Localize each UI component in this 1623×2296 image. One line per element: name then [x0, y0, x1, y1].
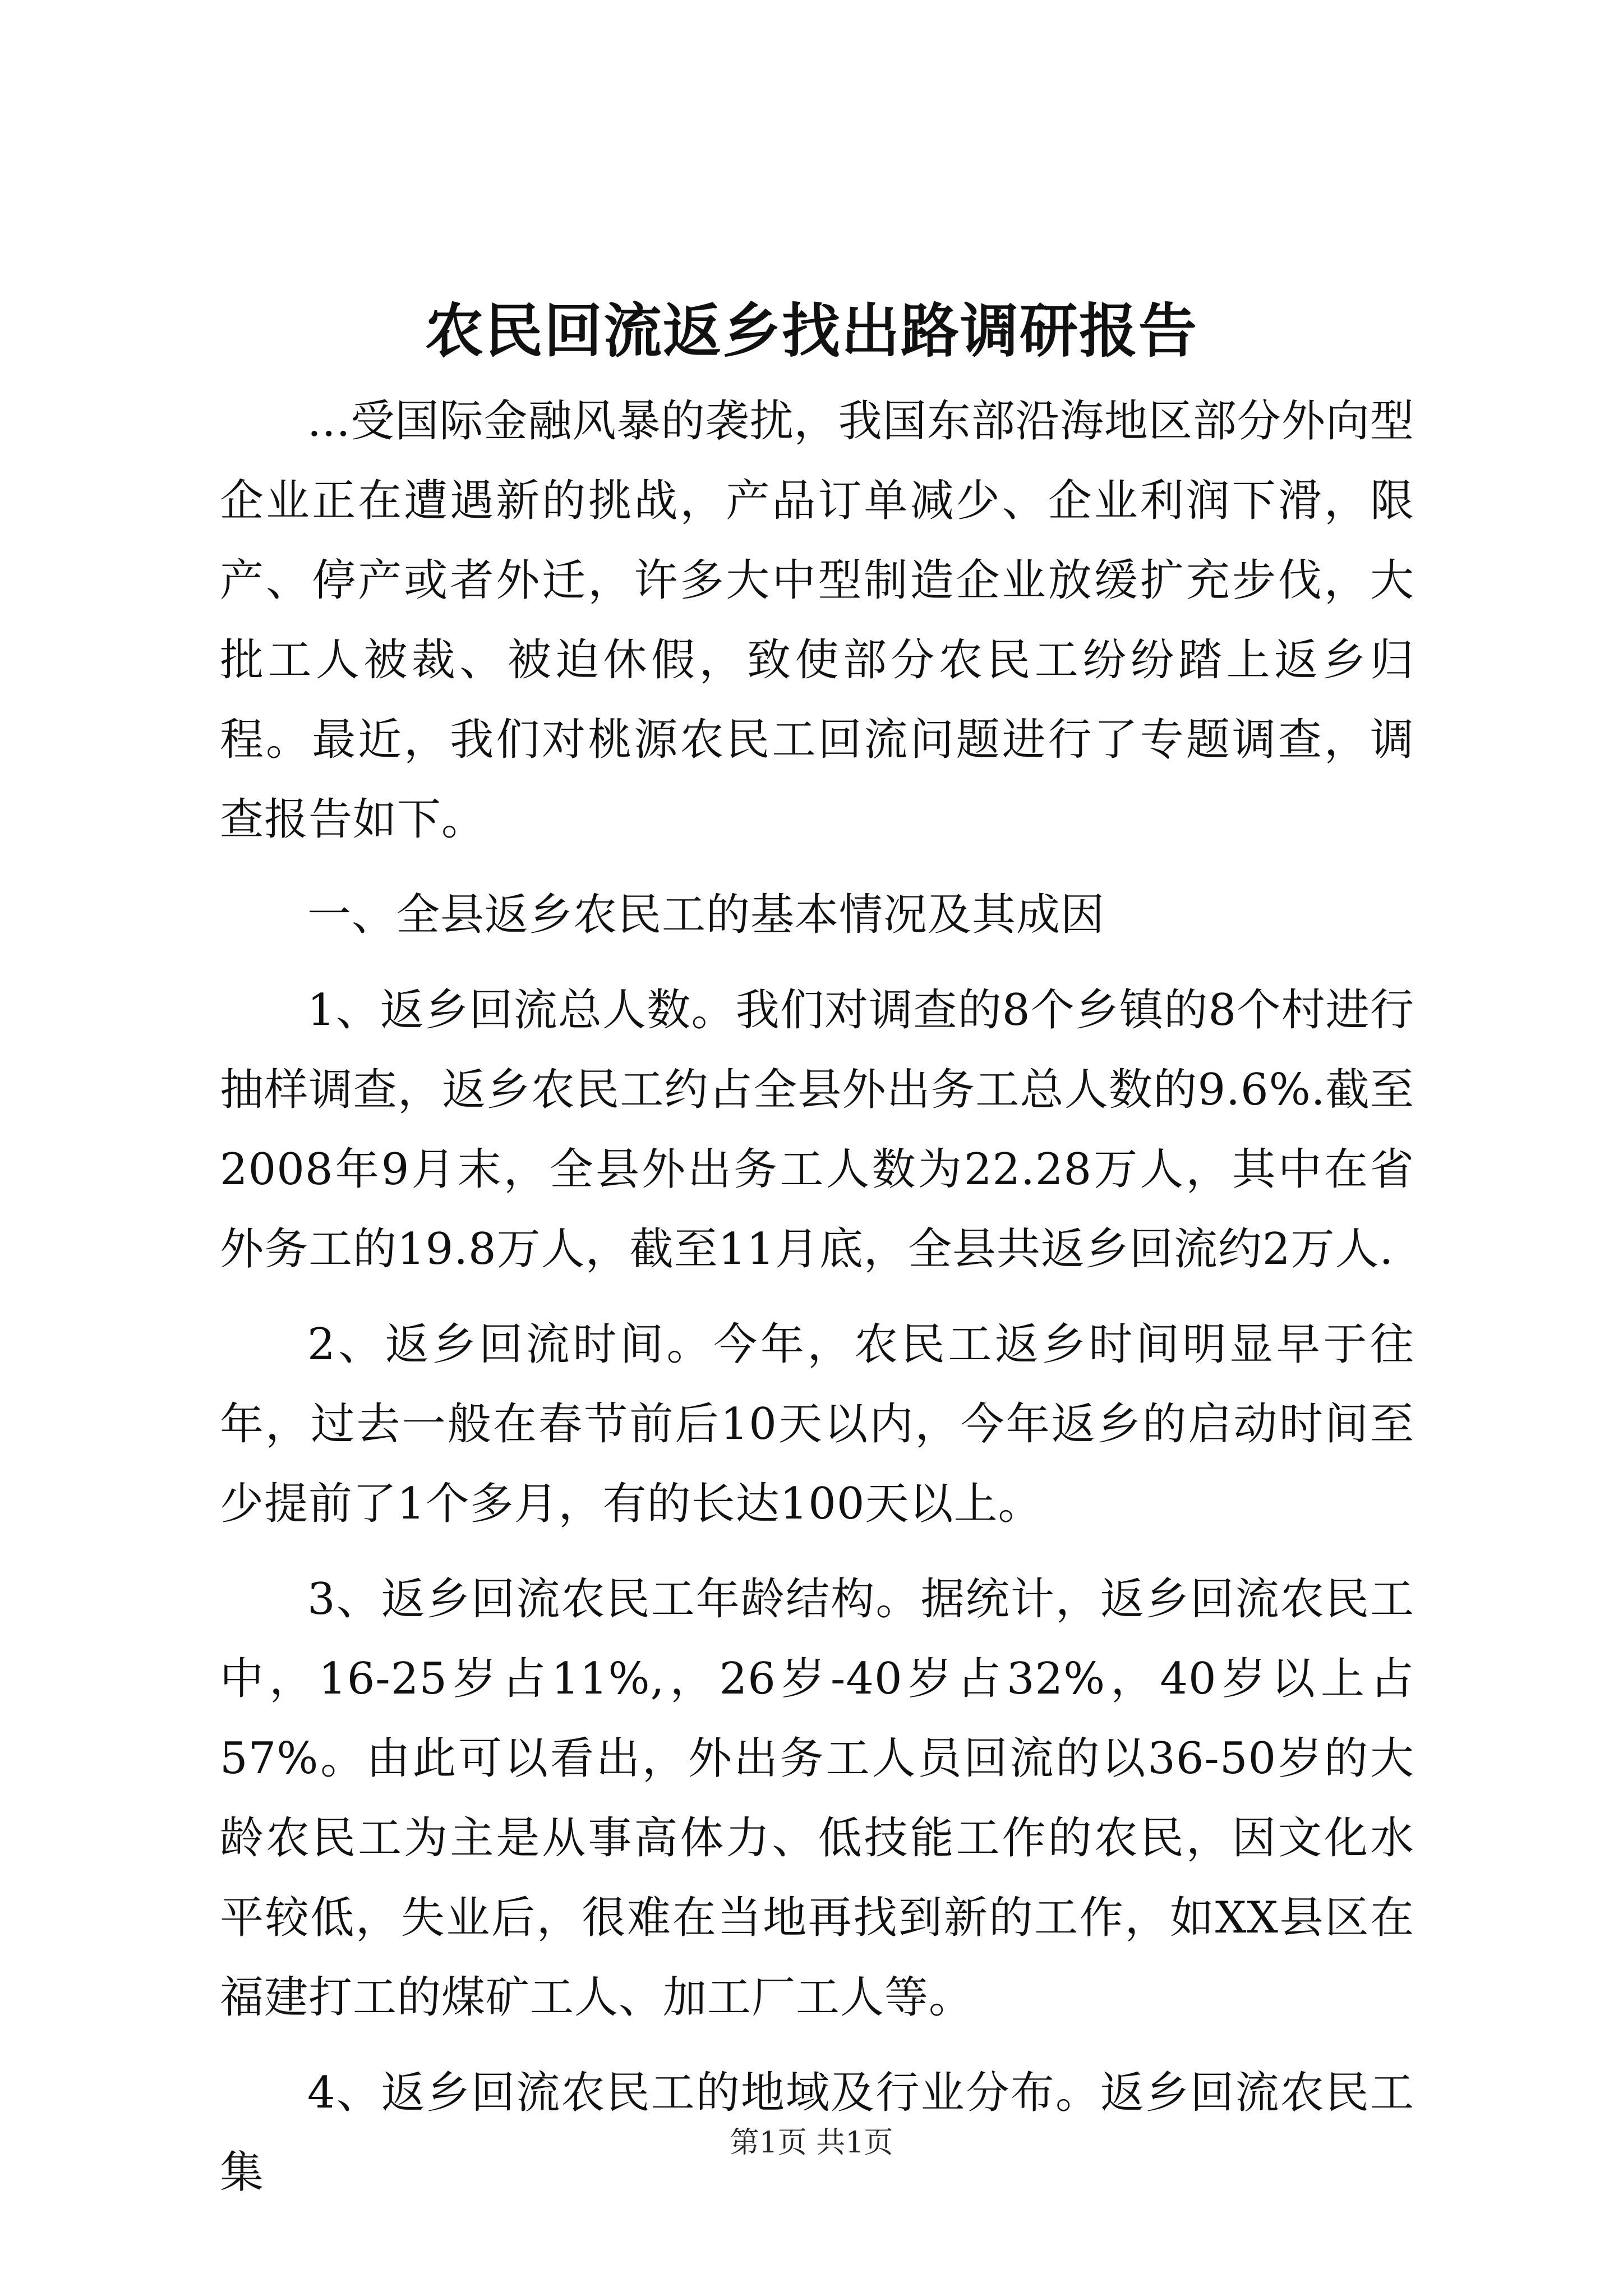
paragraph-item-1: 1、返乡回流总人数。我们对调查的8个乡镇的8个村进行抽样调查，返乡农民工约占全县外出务工总人数的9.6%.截至2008年9月末，全县外出务工人数为22.28万人，其中在省外务工的19.8万人，截至11月底，全县共返乡回流约2万人.	[220, 985, 1414, 1274]
paragraph-intro: ...受国际金融风暴的袭扰，我国东部沿海地区部分外向型企业正在遭遇新的挑战，产品订单减少、企业利润下滑，限产、停产或者外迁，许多大中型制造企业放缓扩充步伐，大批工人被裁、被迫休假，致使部分农民工纷纷踏上返乡归程。最近，我们对桃源农民工回流问题进行了专题调查，调查报告如下。	[220, 396, 1414, 845]
section-heading-1: 一、全县返乡农民工的基本情况及其成因	[307, 890, 1105, 940]
document-title: 农民回流返乡找出路调研报告	[425, 296, 1198, 365]
page-footer: 第1页 共1页	[730, 2126, 893, 2160]
document-body	[220, 381, 1414, 2228]
paragraph-item-2: 2、返乡回流时间。今年，农民工返乡时间明显早于往年，过去一般在春节前后10天以内，今年返乡的启动时间至少提前了1个多月，有的长达100天以上。	[220, 1319, 1414, 1529]
paragraph-item-4: 4、返乡回流农民工的地域及行业分布。返乡回流农民工集	[220, 2068, 1414, 2198]
paragraph-item-3: 3、返乡回流农民工年龄结构。据统计，返乡回流农民工中，16-25岁占11%,，26岁-40岁占32%，40岁以上占57%。由此可以看出，外出务工人员回流的以36-50岁的大龄农民工为主是从事高体力、低技能工作的农民，因文化水平较低，失业后，很难在当地再找到新的工作，如XX县区在福建打工的煤矿工人、加工厂工人等。	[220, 1574, 1414, 2023]
